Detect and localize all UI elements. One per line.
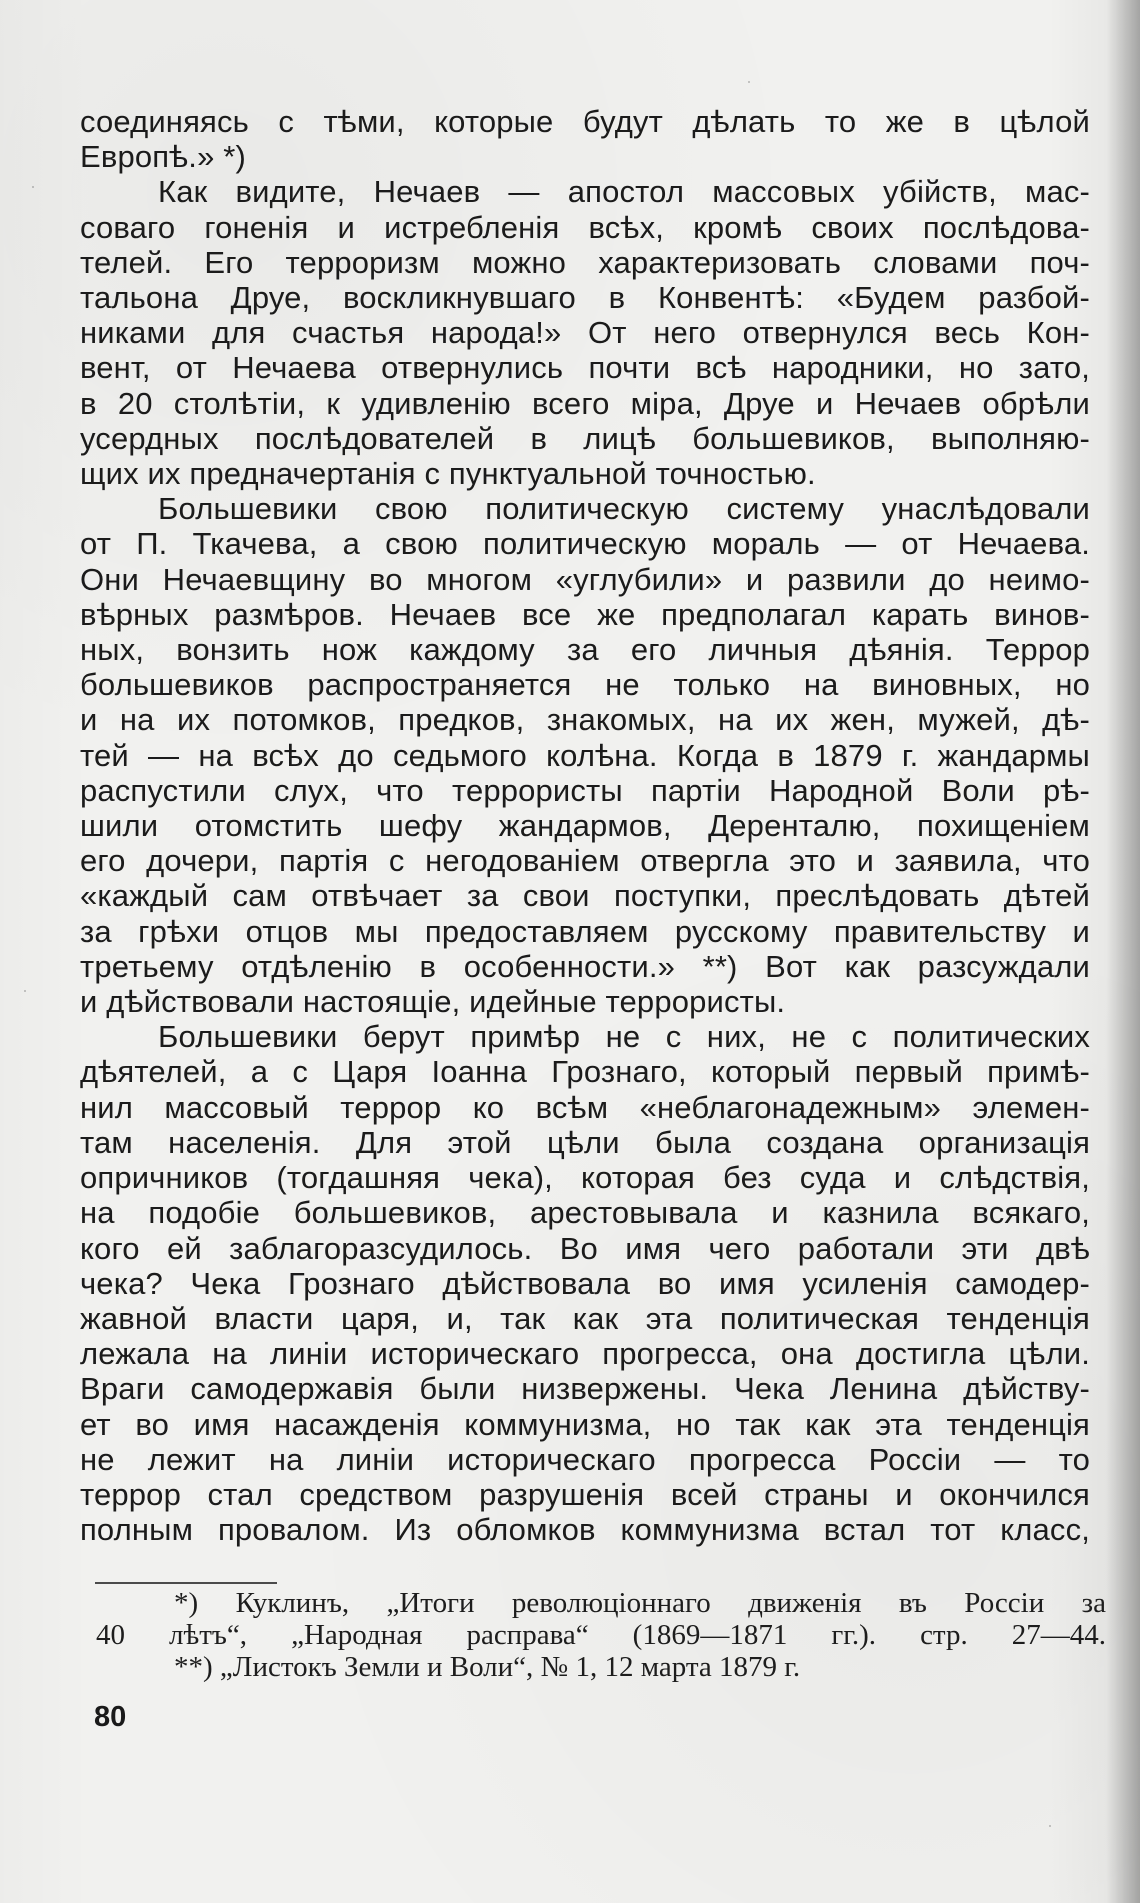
text-line: жавной власти царя, и, так как эта политическая тенденція	[80, 1300, 1090, 1336]
text-line: за грѣхи отцов мы предоставляем русскому правительству и	[80, 913, 1090, 949]
text-line: телей. Его терроризм можно характеризовать словами поч-	[80, 244, 1090, 280]
text-line: чека? Чека Грознаго дѣйствовала во имя усиленія самодер-	[80, 1265, 1090, 1301]
text-line: полным провалом. Из обломков коммунизма встал тот класс,	[80, 1512, 1090, 1548]
text-line: соваго гоненія и истребленія всѣх, кромѣ своих послѣдова-	[80, 209, 1090, 245]
text-line: опричников (тогдашняя чека), которая без суда и слѣдствія,	[80, 1160, 1090, 1196]
text-line: и дѣйствовали настоящіе, идейные террористы.	[80, 984, 786, 1020]
dust-speck	[24, 990, 26, 992]
text-line: кого ей заблагоразсудилось. Во имя чего работали эти двѣ	[80, 1230, 1090, 1266]
footnotes	[96, 1587, 1106, 1683]
text-line: Европѣ.» *)	[80, 139, 246, 175]
dust-speck	[1049, 1825, 1051, 1827]
text-line: соединяясь с тѣми, которые будут дѣлать то же в цѣлой	[80, 104, 1090, 139]
main-text	[80, 104, 1090, 1547]
text-line: никами для счастья народа!» От него отвернулся весь Кон-	[80, 315, 1090, 351]
footnote-line: *) Куклинъ, „Итоги революціоннаго движенія въ Россіи за	[174, 1587, 1106, 1619]
paragraph-first-line: Большевики берут примѣр не с них, не с политических	[158, 1019, 1090, 1055]
text-line: дѣятелей, а с Царя Іоанна Грознаго, который первый примѣ-	[80, 1054, 1090, 1090]
text-line: щих их предначертанія с пунктуальной точностью.	[80, 456, 816, 492]
page-number: 80	[94, 1701, 127, 1733]
text-line: тальона Друе, воскликнувшаго в Конвентѣ: «Будем разбой-	[80, 280, 1090, 316]
text-line: большевиков распространяется не только на виновных, но	[80, 667, 1090, 703]
text-line: тей — на всѣх до седьмого колѣна. Когда в 1879 г. жандармы	[80, 737, 1090, 773]
text-line: третьему отдѣленію в особенности.» **) Вот как разсуждали	[80, 948, 1090, 984]
text-line: ных, вонзить нож каждому за его личныя дѣянія. Террор	[80, 632, 1090, 668]
text-line: лежала на линіи историческаго прогресса, она достигла цѣли.	[80, 1336, 1090, 1372]
text-line: Они Нечаевщину во многом «углубили» и развили до неимо-	[80, 561, 1090, 597]
text-line: от П. Ткачева, а свою политическую мораль — от Нечаева.	[80, 526, 1090, 562]
page-edge-shadow	[1106, 0, 1140, 1903]
text-line: шили отомстить шефу жандармов, Деренталю, похищеніем	[80, 808, 1090, 844]
text-line: «каждый сам отвѣчает за свои поступки, преслѣдовать дѣтей	[80, 878, 1090, 914]
text-line: вѣрных размѣров. Нечаев все же предполагал карать винов-	[80, 596, 1090, 632]
footnote-line: **) „Листокъ Земли и Воли“, № 1, 12 марта 1879 г.	[174, 1651, 801, 1683]
paragraph-first-line: Как видите, Нечаев — апостол массовых убійств, мас-	[158, 174, 1090, 210]
text-line: в 20 столѣтіи, к удивленію всего міра, Друе и Нечаев обрѣли	[80, 385, 1090, 421]
text-line: нил массовый террор ко всѣм «неблагонадежным» элемен-	[80, 1089, 1090, 1125]
text-line: не лежит на линіи историческаго прогресса Россіи — то	[80, 1441, 1090, 1477]
text-line: вент, от Нечаева отвернулись почти всѣ народники, но зато,	[80, 350, 1090, 386]
text-line: на подобіе большевиков, арестовывала и казнила всякаго,	[80, 1195, 1090, 1231]
footnote-divider	[95, 1582, 277, 1584]
dust-speck	[32, 186, 34, 188]
text-line: там населенія. Для этой цѣли была создана организація	[80, 1124, 1090, 1160]
text-line: его дочери, партія с негодованіем отвергла это и заявила, что	[80, 843, 1090, 879]
text-line: Враги самодержавія были низвержены. Чека Ленина дѣйству-	[80, 1371, 1090, 1407]
dust-speck	[748, 81, 750, 83]
text-line: усердных послѣдователей в лицѣ большевиков, выполняю-	[80, 420, 1090, 456]
text-line: распустили слух, что террористы партіи Народной Воли рѣ-	[80, 772, 1090, 808]
text-line: террор стал средством разрушенія всей страны и окончился	[80, 1476, 1090, 1512]
text-line: ет во имя насажденія коммунизма, но так как эта тенденція	[80, 1406, 1090, 1442]
paragraph-first-line: Большевики свою политическую систему унаслѣдовали	[158, 491, 1090, 527]
footnote-line: 40 лѣтъ“, „Народная расправа“ (1869—1871 гг.). стр. 27—44.	[96, 1619, 1106, 1651]
text-line: и на их потомков, предков, знакомых, на их жен, мужей, дѣ-	[80, 702, 1090, 738]
